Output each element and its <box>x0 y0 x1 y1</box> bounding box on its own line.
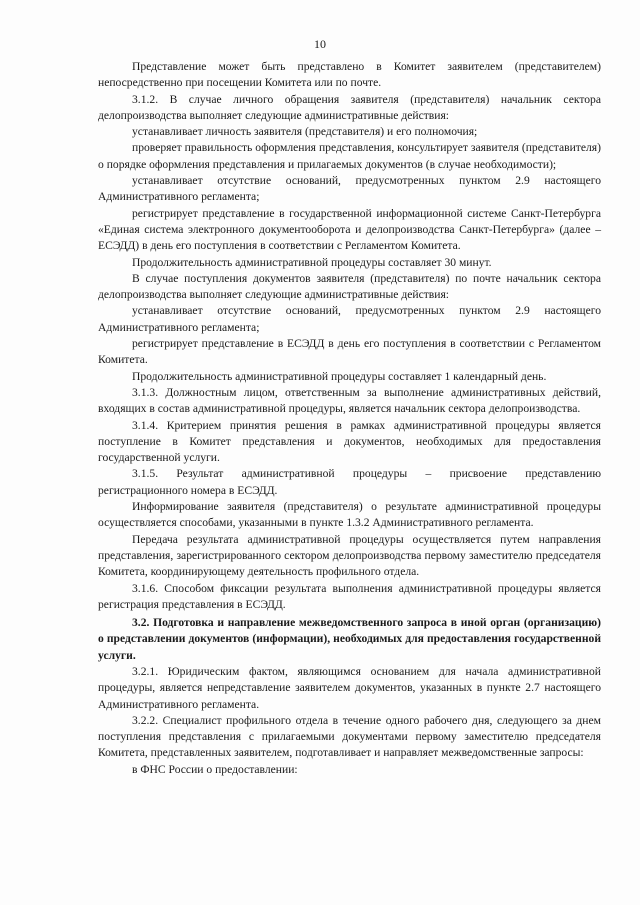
paragraph: 3.1.5. Результат административной процедуры – присвоение представлению регистрационного номера в ЕСЭДД. <box>98 467 601 497</box>
section-heading: 3.2. Подготовка и направление межведомственного запроса в иной орган (организацию) о представлении документов (информации), необходимых для предоставления государственной услуги. <box>98 616 601 662</box>
paragraph: 3.2.1. Юридическим фактом, являющимся основанием для начала административной процедуры, является непредставление заявителем документов, указанных в пункте 2.7 настоящего Административного регламента. <box>98 664 601 711</box>
paragraph: устанавливает отсутствие оснований, предусмотренных пунктом 2.9 настоящего Административного регламента; <box>98 304 601 334</box>
paragraph: 3.2.2. Специалист профильного отдела в течение одного рабочего дня, следующего за днем поступления представления с прилагаемыми документами первому заместителю председателя Комитета, представленных заявителем, подготавливает и направляет межведомственные запросы: <box>98 713 601 760</box>
paragraph: проверяет правильность оформления представления, консультирует заявителя (представителя) о порядке оформления представления и прилагаемых документов (в случае необходимости); <box>98 141 601 171</box>
paragraph: 3.1.3. Должностным лицом, ответственным за выполнение административных действий, входящих в состав административной процедуры, является начальник сектора делопроизводства. <box>98 385 601 416</box>
paragraph: регистрирует представление в государственной информационной системе Санкт-Петербурга «Единая система электронного документооборота и делопроизводства Санкт-Петербурга» (далее – ЕСЭДД) в день его поступления в соответствии с Регламентом Комитета. <box>98 206 601 253</box>
paragraph: Продолжительность административной процедуры составляет 30 минут. <box>132 255 492 269</box>
paragraph: 3.1.2. В случае личного обращения заявителя (представителя) начальник сектора делопроизводства выполняет следующие административные действия: <box>98 92 601 122</box>
paragraph: Продолжительность административной процедуры составляет 1 календарный день. <box>132 369 547 383</box>
paragraph: Информирование заявителя (представителя) о результате административной процедуры осуществляется способами, указанными в пункте 1.3.2 Административного регламента. <box>98 500 601 530</box>
paragraph: Представление может быть представлено в Комитет заявителем (представителем) непосредственно при посещении Комитета или по почте. <box>98 60 601 90</box>
paragraph: Передача результата административной процедуры осуществляется путем направления представления, зарегистрированного сектором делопроизводства первому заместителю председателя Комитета, координирующему деятельность профильного отдела. <box>98 532 601 579</box>
paragraph: В случае поступления документов заявителя (представителя) по почте начальник сектора делопроизводства выполняет следующие административные действия: <box>98 271 601 302</box>
paragraph: 3.1.4. Критерием принятия решения в рамках административной процедуры является поступление в Комитет представления и документов, необходимых для предоставления государственной услуги. <box>98 418 601 465</box>
document-body <box>98 59 601 778</box>
paragraph: устанавливает отсутствие оснований, предусмотренных пунктом 2.9 настоящего Административного регламента; <box>98 174 601 204</box>
paragraph: устанавливает личность заявителя (представителя) и его полномочия; <box>132 125 478 139</box>
paragraph: в ФНС России о предоставлении: <box>132 762 298 776</box>
paragraph: 3.1.6. Способом фиксации результата выполнения административной процедуры является регистрация представления в ЕСЭДД. <box>98 581 601 611</box>
page-number: 10 <box>314 37 326 51</box>
paragraph: регистрирует представление в ЕСЭДД в день его поступления в соответствии с Регламентом Комитета. <box>98 337 601 367</box>
